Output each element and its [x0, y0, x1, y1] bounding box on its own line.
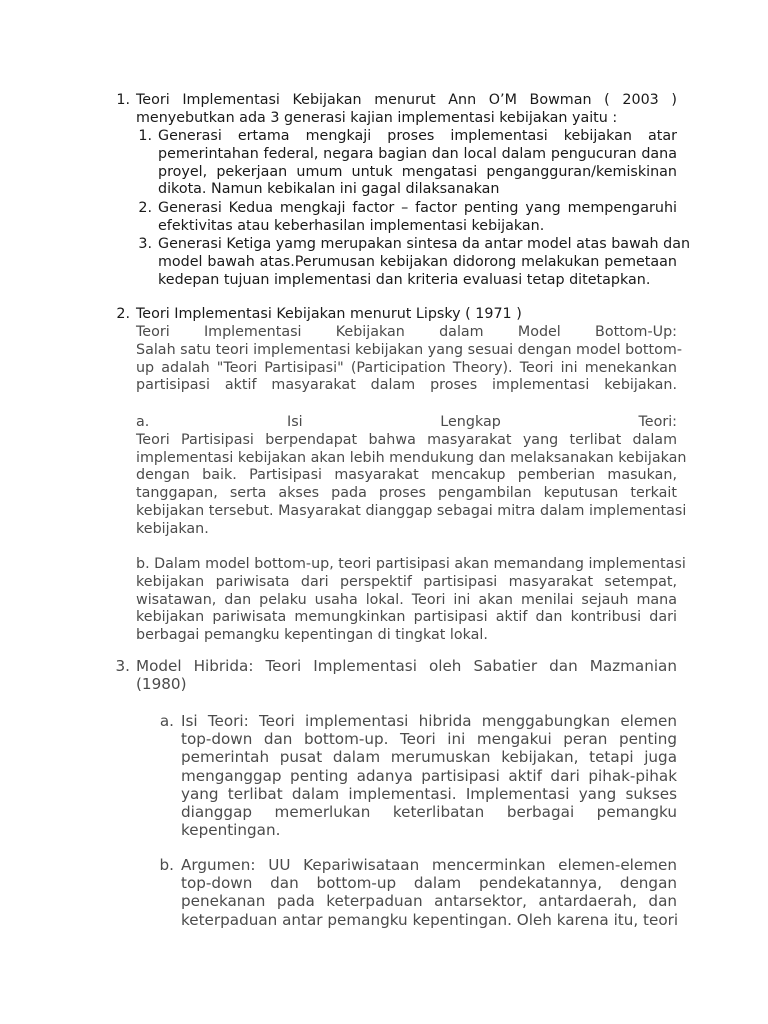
item-2-paragraph-3	[136, 556, 686, 645]
item-2-para-1-line-3: up adalah "Teori Partisipasi" (Participation Theory). Teori ini menekankan	[136, 359, 677, 376]
item-1-sub-1-line-4: dikota. Namun kebikalan ini gagal dilaksanakan	[158, 181, 500, 198]
item-3-sub-a-line-4: menganggap penting adanya partisipasi aktif dari pihak-pihak	[181, 766, 677, 785]
item-1-sub-1	[158, 128, 677, 199]
item-3-sub-a	[181, 712, 677, 839]
item-3-heading-line-1: Model Hibrida: Teori Implementasi oleh Sabatier dan Mazmanian	[136, 657, 677, 675]
item-2-para-2-line-4: dengan baik. Partisipasi masyarakat mencakup pemberian masukan,	[136, 467, 677, 484]
item-1-sub-3-number: 3.	[138, 236, 152, 252]
item-3-sub-b-number: b.	[159, 856, 174, 874]
item-2-paragraph-1	[136, 324, 682, 395]
item-3-sub-b-line-1: Argumen: UU Kepariwisataan mencerminkan elemen-elemen	[181, 856, 677, 874]
item-1-sub-3-line-3: kedepan tujuan implementasi dan kriteria evaluasi tetap ditetapkan.	[158, 271, 651, 288]
item-3-sub-b-line-3: penekanan pada keterpaduan antarsektor, antardaerah, dan	[181, 892, 677, 911]
item-1-sub-3	[158, 236, 691, 289]
item-2-para-2-line-2: Teori Partisipasi berpendapat bahwa masyarakat yang terlibat dalam	[136, 431, 677, 448]
item-3-sub-a-line-7: kepentingan.	[181, 821, 281, 840]
item-2-para-3-line-1: b. Dalam model bottom-up, teori partisipasi akan memandang implementasi	[136, 556, 686, 572]
item-1-sub-2	[158, 200, 677, 236]
item-1-sub-2-number: 2.	[138, 200, 152, 216]
item-3-sub-a-line-5: yang terlibat dalam implementasi. Implementasi yang sukses	[181, 784, 677, 803]
item-3-sub-b	[181, 856, 677, 929]
item-3-sub-a-line-3: pemerintah pusat dalam merumuskan kebijakan, tetapi juga	[181, 748, 677, 767]
item-3-number: 3.	[115, 657, 130, 675]
item-2-paragraph-2	[136, 414, 687, 539]
item-1-sub-1-line-3: proyel, pekerjaan umum untuk mengatasi pengangguran/kemiskinan	[158, 163, 677, 180]
item-3-heading-line-2: (1980)	[136, 675, 187, 694]
item-1-sub-1-number: 1.	[138, 128, 152, 144]
item-1-sub-1-line-1: Generasi ertama mengkaji proses implementasi kebijakan atar	[158, 128, 677, 144]
item-2-para-3-line-3: wisatawan, dan pelaku usaha lokal. Teori ini akan menilai sejauh mana	[136, 591, 677, 608]
item-1-number: 1.	[116, 92, 130, 108]
item-2-para-2-line-7: kebijakan.	[136, 520, 209, 537]
item-2-para-1-line-4: partisipasi aktif masyarakat dalam proses implementasi kebijakan.	[136, 377, 677, 394]
item-1-intro	[136, 92, 677, 128]
item-3-sub-a-line-6: dianggap memerlukan keterlibatan berbagai pemangku	[181, 803, 677, 822]
item-3-sub-b-line-2: top-down dan bottom-up dalam pendekatannya, dengan	[181, 874, 677, 893]
item-1-line-1: Teori Implementasi Kebijakan menurut Ann O’M Bowman ( 2003 )	[136, 92, 677, 108]
item-2-para-3-line-5: berbagai pemangku kepentingan di tingkat lokal.	[136, 627, 488, 644]
item-2-para-3-line-4: kebijakan pariwisata memungkinkan partisipasi aktif dan kontribusi dari	[136, 609, 677, 626]
item-3-heading	[136, 657, 677, 693]
item-2-para-2-line-5: tanggapan, serta akses pada proses pengambilan keputusan terkait	[136, 485, 677, 502]
item-2-para-3-line-2: kebijakan pariwisata dari perspektif partisipasi masyarakat setempat,	[136, 573, 677, 590]
item-2-number: 2.	[116, 306, 130, 322]
item-3-sub-b-line-4: keterpaduan antar pemangku kepentingan. Oleh karena itu, teori	[181, 910, 679, 929]
item-3-sub-a-line-1: Isi Teori: Teori implementasi hibrida menggabungkan elemen	[181, 712, 677, 730]
item-1-sub-2-line-2: efektivitas atau keberhasilan implementasi kebijakan.	[158, 217, 545, 234]
item-2-heading: Teori Implementasi Kebijakan menurut Lipsky ( 1971 )	[136, 306, 522, 322]
item-2-para-1-line-1: Teori Implementasi Kebijakan dalam Model Bottom-Up:	[136, 324, 677, 340]
item-2-para-2-line-3: implementasi kebijakan akan lebih mendukung dan melaksanakan kebijakan	[136, 449, 687, 466]
item-1-sub-1-line-2: pemerintahan federal, negara bagian dan local dalam pengucuran dana	[158, 145, 677, 162]
item-1-sub-3-line-1: Generasi Ketiga yamg merupakan sintesa da antar model atas bawah dan	[158, 236, 691, 252]
item-1-sub-2-line-1: Generasi Kedua mengkaji factor – factor penting yang mempengaruhi	[158, 200, 677, 216]
item-3-sub-a-number: a.	[159, 712, 174, 730]
item-1-line-2: menyebutkan ada 3 generasi kajian implementasi kebijakan yaitu :	[136, 109, 618, 126]
item-2-para-2-line-1: a. Isi Lengkap Teori:	[136, 414, 677, 430]
item-3-sub-a-line-2: top-down dan bottom-up. Teori ini mengakui peran penting	[181, 730, 677, 749]
item-1-sub-3-line-2: model bawah atas.Perumusan kebijakan didorong melakukan pemetaan	[158, 253, 677, 270]
item-2-para-1-line-2: Salah satu teori implementasi kebijakan yang sesuai dengan model bottom-	[136, 341, 682, 358]
item-2-para-2-line-6: kebijakan tersebut. Masyarakat dianggap sebagai mitra dalam implementasi	[136, 502, 687, 519]
